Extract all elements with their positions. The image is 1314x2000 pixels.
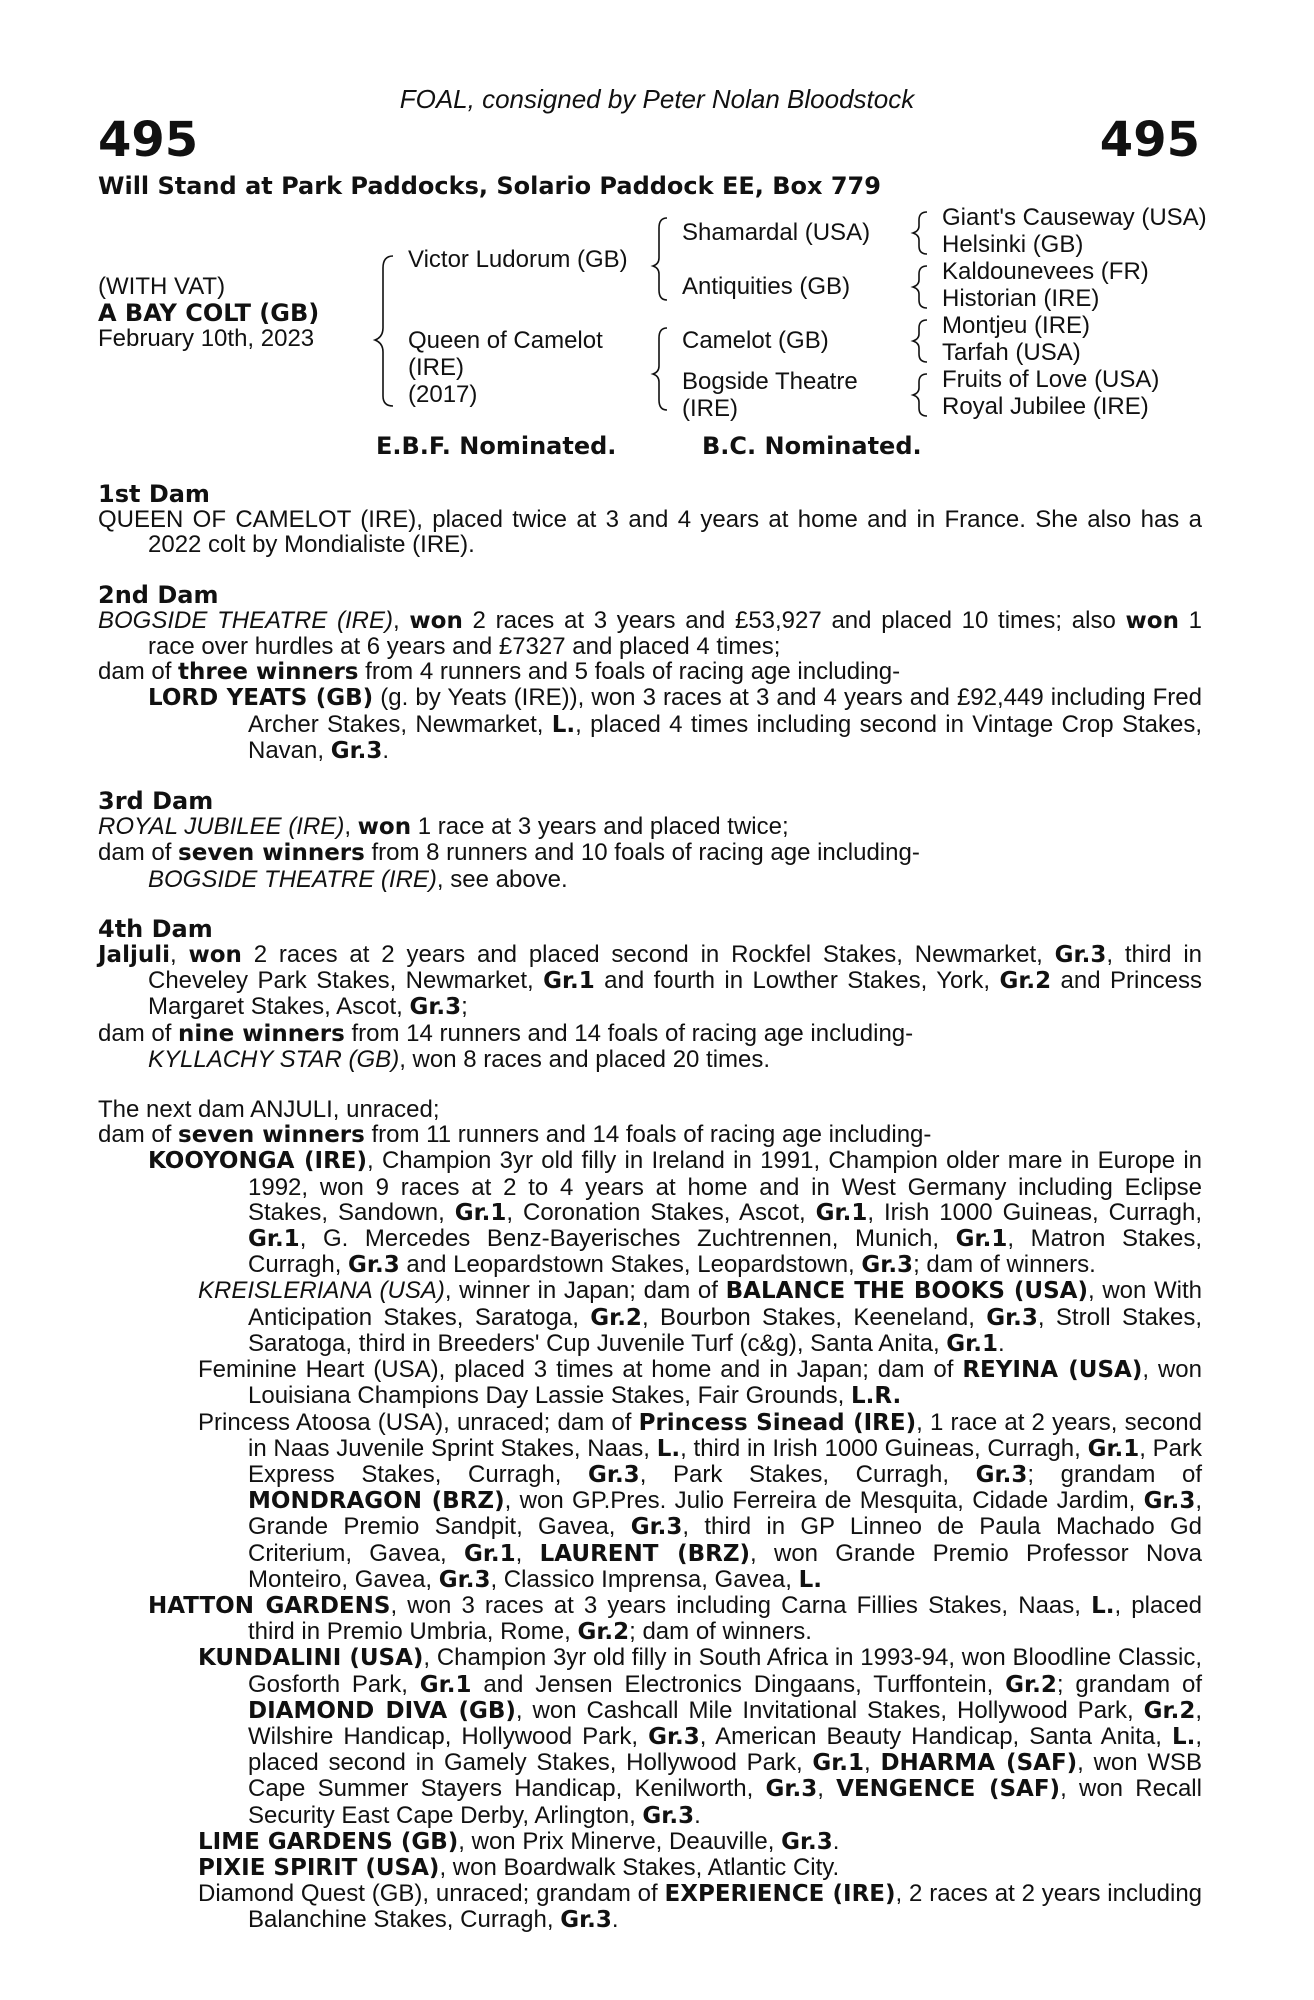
fourth-dam-heading: 4th Dam — [98, 914, 213, 943]
great-grandparent-8: Royal Jubilee (IRE) — [942, 393, 1149, 420]
foaling-date: February 10th, 2023 — [98, 325, 315, 352]
progeny-bogside-theatre: BOGSIDE THEATRE (IRE), see above. — [148, 865, 568, 893]
first-dam-text: QUEEN OF CAMELOT (IRE), placed twice at 3 and 4 years at home and in France. She also has a 2022 colt by Mondialiste (IRE). — [98, 506, 1202, 559]
ebf-nomination: E.B.F. Nominated. — [376, 432, 617, 460]
bc-nomination: B.C. Nominated. — [702, 432, 922, 460]
great-grandparent-4: Historian (IRE) — [942, 285, 1100, 312]
fourth-dam-produce: dam of nine winners from 14 runners and 14 foals of racing age including- — [98, 1019, 914, 1047]
sire-sire: Shamardal (USA) — [682, 219, 871, 246]
sire-dam: Antiquities (GB) — [682, 273, 851, 300]
sire-name: Victor Ludorum (GB) — [408, 246, 628, 273]
great-grandparent-7: Fruits of Love (USA) — [942, 366, 1160, 393]
dam-name-line2: (IRE) — [408, 354, 464, 381]
second-dam-record: BOGSIDE THEATRE (IRE), won 2 races at 3 years and £53,927 and placed 10 times; also won 1 race over hurdles at 6 years and £7327 and placed 4 times; — [98, 606, 1203, 661]
third-dam-heading: 3rd Dam — [98, 787, 214, 816]
progeny-princess-atoosa: Princess Atoosa (USA), unraced; dam of Princess Sinead (IRE), 1 race at 2 years, second in Naas Juvenile Sprint Stakes, Naas, L., third in Irish 1000 Guineas, Curragh, Gr.1, Park Express Stakes, Curragh, Gr.3, Park Stakes, Curragh, Gr.3; grandam of MONDRAGON (BRZ), won GP.Pres. Julio Ferreira de Mesquita, Cidade Jardim, Gr.3, Grande Premio Sandpit, Gavea, Gr.3, third in GP Linneo de Paula Machado Gd Criterium, Gavea, Gr.1, LAURENT (BRZ), won Grande Premio Professor Nova Monteiro, Gavea, Gr.3, Classico Imprensa, Gavea, L. — [198, 1408, 1203, 1593]
progeny-lime-gardens: LIME GARDENS (GB), won Prix Minerve, Deauville, Gr.3. — [198, 1827, 840, 1855]
progeny-feminine-heart: Feminine Heart (USA), placed 3 times at home and in Japan; dam of REYINA (USA), won Louisiana Champions Day Lassie Stakes, Fair Grounds, L.R. — [198, 1356, 1202, 1410]
lot-number-right: 495 — [1099, 112, 1200, 168]
great-grandparent-2: Helsinki (GB) — [942, 231, 1084, 258]
catalogue-body — [98, 482, 1202, 1934]
progeny-kundalini: KUNDALINI (USA), Champion 3yr old filly in South Africa in 1993-94, won Bloodline Classic, Gosforth Park, Gr.1 and Jensen Electronics Dingaans, Turffontein, Gr.2; grandam of DIAMOND DIVA (GB), won Cashcall Mile Invitational Stakes, Hollywood Park, Gr.2, Wilshire Handicap, Hollywood Park, Gr.3, American Beauty Handicap, Santa Anita, L., placed second in Gamely Stakes, Hollywood Park, Gr.1, DHARMA (SAF), won WSB Cape Summer Stayers Handicap, Kenilworth, Gr.3, VENGENCE (SAF), won Recall Security East Cape Derby, Arlington, Gr.3. — [198, 1644, 1203, 1829]
consignment-line: FOAL, consigned by Peter Nolan Bloodstock — [399, 84, 915, 114]
brace-gg4 — [913, 374, 927, 416]
third-dam-produce: dam of seven winners from 8 runners and 10 foals of racing age including- — [98, 839, 920, 867]
progeny-kyllachy-star: KYLLACHY STAR (GB), won 8 races and placed 20 times. — [148, 1045, 771, 1073]
great-grandparent-3: Kaldounevees (FR) — [942, 258, 1149, 285]
brace-gg3 — [913, 320, 927, 362]
stand-location: Will Stand at Park Paddocks, Solario Paddock EE, Box 779 — [98, 172, 881, 200]
dam-name-line3: (2017) — [408, 381, 478, 408]
progeny-lord-yeats: LORD YEATS (GB) (g. by Yeats (IRE)), won 3 races at 3 and 4 years and £92,449 including Fred Archer Stakes, Newmarket, L., placed 4 times including second in Vintage Crop Stakes, Navan, Gr.3. — [148, 684, 1202, 764]
brace-dam — [653, 328, 667, 410]
second-dam-heading: 2nd Dam — [98, 580, 219, 609]
brace-gg2 — [913, 266, 927, 308]
great-grandparent-1: Giant's Causeway (USA) — [942, 204, 1207, 231]
dam-dam-line1: Bogside Theatre — [682, 368, 858, 395]
great-grandparent-5: Montjeu (IRE) — [942, 312, 1091, 339]
horse-title: A BAY COLT (GB) — [98, 299, 320, 327]
first-dam-heading: 1st Dam — [98, 480, 210, 508]
next-dam-intro: The next dam ANJULI, unraced; — [98, 1096, 440, 1124]
dam-sire: Camelot (GB) — [682, 327, 829, 354]
progeny-kreisleriana: KREISLERIANA (USA), winner in Japan; dam of BALANCE THE BOOKS (USA), won With Anticipation Stakes, Saratoga, Gr.2, Bourbon Stakes, Keeneland, Gr.3, Stroll Stakes, Saratoga, third in Breeders' Cup Juvenile Turf (c&g), Santa Anita, Gr.1. — [198, 1277, 1202, 1357]
next-dam-produce: dam of seven winners from 11 runners and 14 foals of racing age including- — [98, 1121, 932, 1149]
progeny-diamond-quest: Diamond Quest (GB), unraced; grandam of EXPERIENCE (IRE), 2 races at 2 years including Balanchine Stakes, Curragh, Gr.3. — [198, 1880, 1203, 1934]
dam-dam-line2: (IRE) — [682, 395, 738, 422]
lot-number-left: 495 — [98, 112, 199, 168]
dam-name-line1: Queen of Camelot — [408, 327, 603, 354]
progeny-pixie-spirit: PIXIE SPIRIT (USA), won Boardwalk Stakes, Atlantic City. — [198, 1853, 840, 1881]
brace-main — [375, 256, 393, 406]
progeny-hatton-gardens: HATTON GARDENS, won 3 races at 3 years including Carna Fillies Stakes, Naas, L., placed third in Premio Umbria, Rome, Gr.2; dam of winners. — [148, 1591, 1203, 1646]
brace-gg1 — [913, 212, 927, 254]
progeny-kooyonga: KOOYONGA (IRE), Champion 3yr old filly in Ireland in 1991, Champion older mare in Europe in 1992, won 9 races at 2 to 4 years at home and in West Germany including Eclipse Stakes, Sandown, Gr.1, Coronation Stakes, Ascot, Gr.1, Irish 1000 Guineas, Curragh, Gr.1, G. Mercedes Benz-Bayerisches Zuchtrennen, Munich, Gr.1, Matron Stakes, Curragh, Gr.3 and Leopardstown Stakes, Leopardstown, Gr.3; dam of winners. — [148, 1147, 1202, 1279]
second-dam-produce: dam of three winners from 4 runners and 5 foals of racing age including- — [98, 658, 901, 686]
vat-note: (WITH VAT) — [98, 273, 226, 300]
brace-sire — [653, 218, 667, 300]
fourth-dam-record: Jaljuli, won 2 races at 2 years and placed second in Rockfel Stakes, Newmarket, Gr.3, third in Cheveley Park Stakes, Newmarket, Gr.1 and fourth in Lowther Stakes, York, Gr.2 and Princess Margaret Stakes, Ascot, Gr.3; — [98, 941, 1203, 1021]
great-grandparent-6: Tarfah (USA) — [942, 339, 1081, 366]
third-dam-record: ROYAL JUBILEE (IRE), won 1 race at 3 years and placed twice; — [98, 813, 789, 841]
